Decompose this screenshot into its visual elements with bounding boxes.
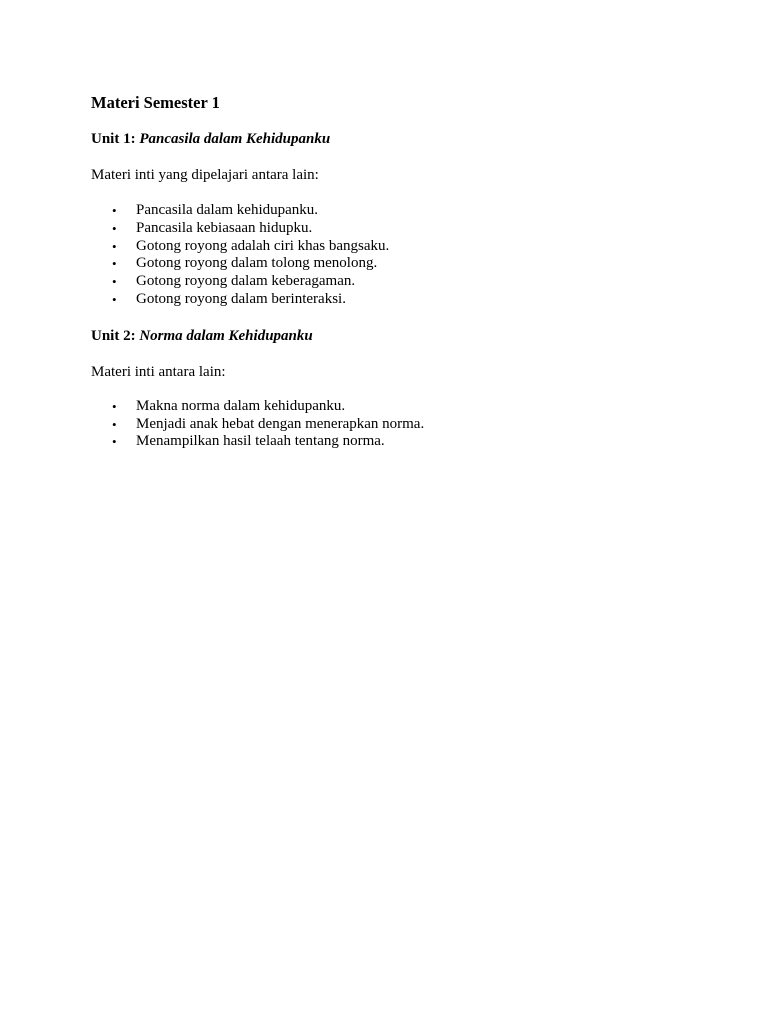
unit-2-name: Norma dalam Kehidupanku xyxy=(139,327,313,344)
unit-2-intro: Materi inti antara lain: xyxy=(91,363,226,380)
bullet-icon: • xyxy=(112,203,117,218)
unit-2-list xyxy=(91,398,691,451)
list-item: • Gotong royong dalam tolong menolong. xyxy=(112,255,378,272)
unit-1-heading xyxy=(91,129,691,149)
bullet-icon: • xyxy=(112,256,117,272)
document-title: Materi Semester 1 xyxy=(91,93,220,112)
bullet-icon: • xyxy=(112,238,117,254)
bullet-icon: • xyxy=(112,291,117,307)
bullet-icon: • xyxy=(112,274,117,290)
unit-1-intro: Materi inti yang dipelajari antara lain: xyxy=(91,167,319,183)
unit-1-list xyxy=(91,202,691,309)
unit-2-prefix: Unit 2: xyxy=(91,327,136,344)
list-item: • Menjadi anak hebat dengan menerapkan norma. xyxy=(112,415,425,432)
bullet-icon: • xyxy=(112,398,117,414)
unit-1-name: Pancasila dalam Kehidupanku xyxy=(139,131,331,147)
list-item: • Makna norma dalam kehidupanku. xyxy=(112,397,346,414)
list-item: • Pancasila dalam kehidupanku. xyxy=(112,202,319,218)
list-item: • Menampilkan hasil telaah tentang norma. xyxy=(112,433,385,450)
list-item: • Gotong royong dalam berinteraksi. xyxy=(112,290,346,307)
document-page xyxy=(91,92,691,451)
unit-1-prefix: Unit 1: xyxy=(91,131,136,147)
list-item: • Pancasila kebiasaan hidupku. xyxy=(112,219,313,236)
bullet-icon: • xyxy=(112,416,117,432)
bullet-icon: • xyxy=(112,434,117,450)
list-item: • Gotong royong adalah ciri khas bangsaku. xyxy=(112,237,390,254)
bullet-icon: • xyxy=(112,220,117,236)
list-item: • Gotong royong dalam keberagaman. xyxy=(112,273,356,290)
unit-2-heading xyxy=(91,326,691,346)
